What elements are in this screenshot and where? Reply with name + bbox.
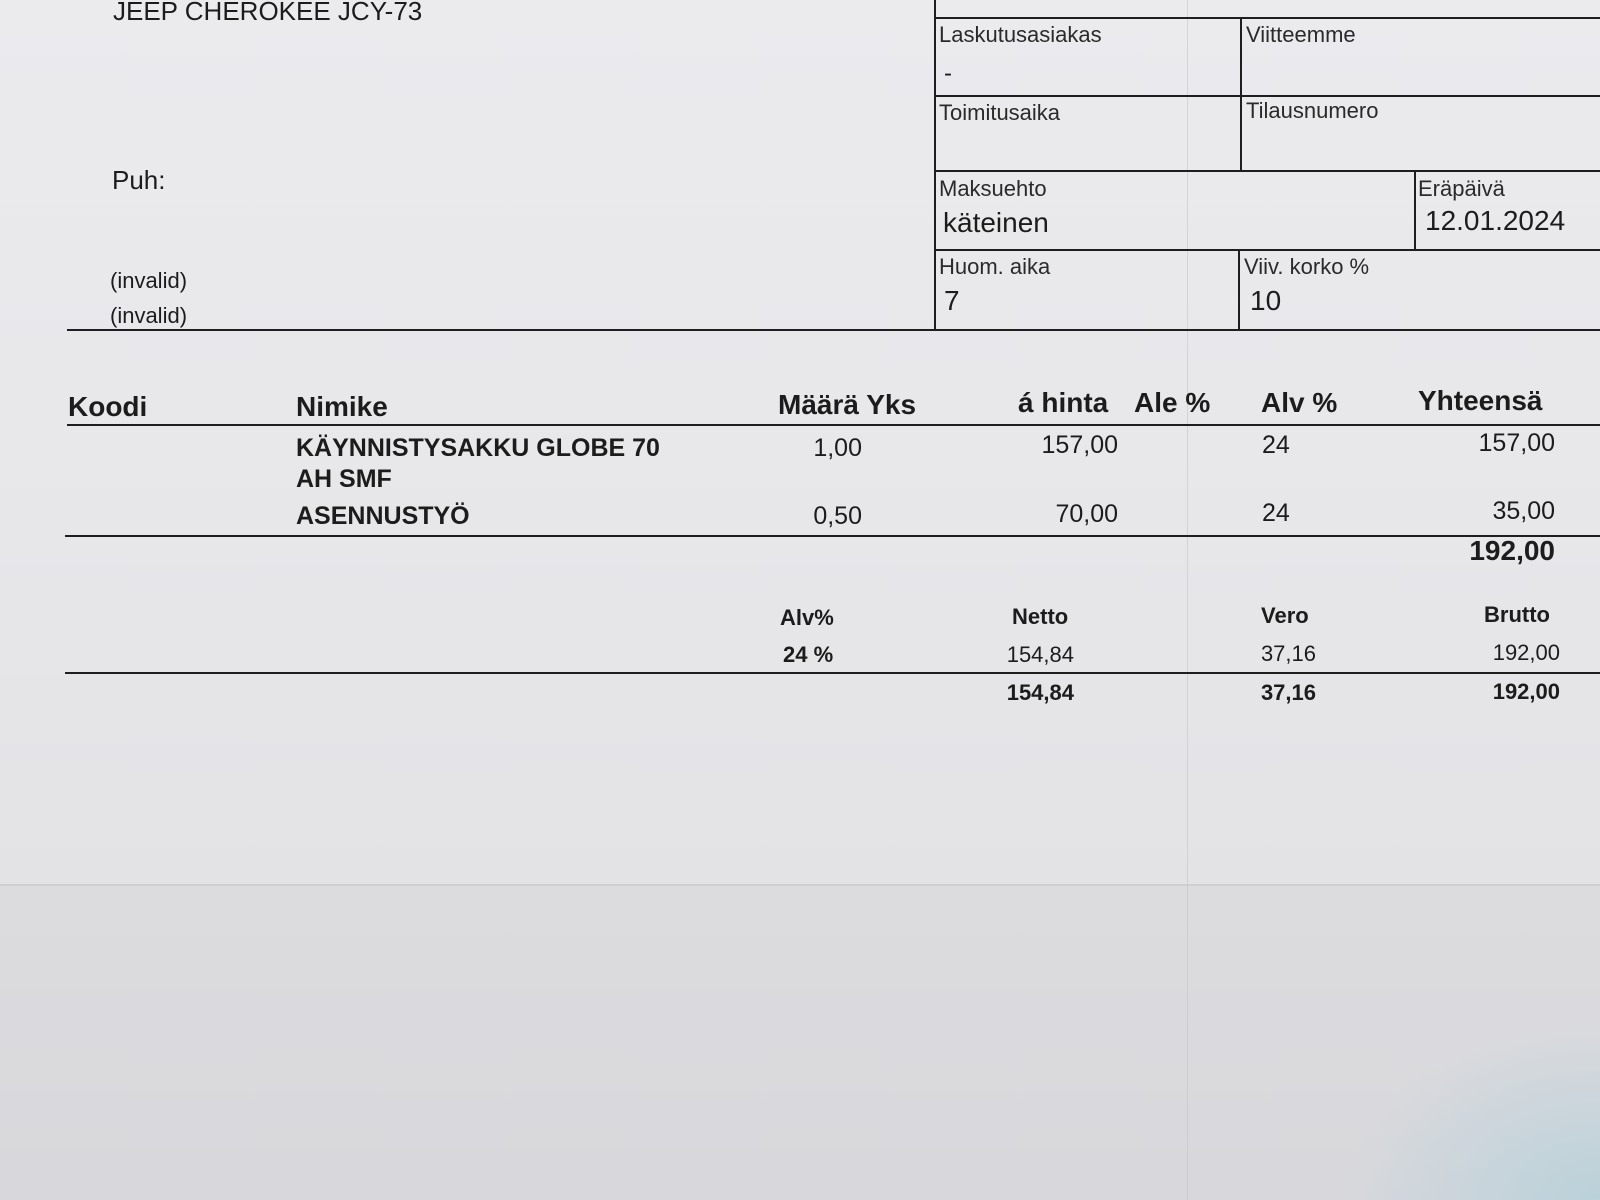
due-date-label: Eräpäivä bbox=[1418, 176, 1505, 201]
penalty-interest-label: Viiv. korko % bbox=[1244, 254, 1370, 279]
col-header-unit-price: á hinta bbox=[1018, 387, 1109, 418]
col-header-code: Koodi bbox=[68, 391, 148, 422]
our-reference-label: Viitteemme bbox=[1246, 22, 1356, 47]
billing-customer-value: - bbox=[944, 60, 952, 87]
row-total: 157,00 bbox=[1478, 429, 1555, 457]
tax-row-vat-pct: 24 % bbox=[783, 642, 834, 667]
vehicle-title: JEEP CHEROKEE JCY-73 bbox=[113, 0, 423, 26]
fold-crease-horizontal bbox=[0, 884, 1600, 886]
due-date-value: 12.01.2024 bbox=[1425, 205, 1566, 236]
table-header-rule bbox=[67, 424, 1600, 426]
col-header-vat: Alv % bbox=[1261, 387, 1338, 418]
info-box-row-divider-2 bbox=[934, 95, 1600, 97]
info-box-row-divider-3 bbox=[934, 170, 1600, 172]
info-box-col-divider-c bbox=[1238, 249, 1240, 330]
header-bottom-rule bbox=[67, 329, 1600, 331]
tax-row-net: 154,84 bbox=[1006, 642, 1074, 667]
info-box-row-divider-4 bbox=[934, 249, 1600, 251]
fold-crease-vertical bbox=[1187, 0, 1188, 1200]
row-item-name-cont: AH SMF bbox=[296, 465, 392, 493]
notice-time-label: Huom. aika bbox=[939, 254, 1051, 279]
payment-terms-value: käteinen bbox=[943, 207, 1049, 238]
row-qty: 0,50 bbox=[813, 502, 862, 530]
col-header-total: Yhteensä bbox=[1418, 385, 1543, 416]
billing-customer-label: Laskutusasiakas bbox=[939, 22, 1102, 47]
info-box-left-border bbox=[934, 0, 936, 330]
order-number-label: Tilausnumero bbox=[1246, 98, 1379, 123]
tax-total-gross: 192,00 bbox=[1492, 679, 1560, 704]
tax-total-tax: 37,16 bbox=[1260, 680, 1316, 705]
row-item-name: KÄYNNISTYSAKKU GLOBE 70 bbox=[296, 434, 660, 462]
tax-row-gross: 192,00 bbox=[1492, 640, 1560, 665]
background-surface bbox=[1340, 1020, 1600, 1200]
info-box-row-divider-1 bbox=[934, 17, 1600, 19]
col-header-qty-unit: Määrä Yks bbox=[778, 389, 917, 420]
tax-row-tax: 37,16 bbox=[1260, 641, 1316, 666]
row-unit-price: 157,00 bbox=[1041, 431, 1118, 459]
customer-line-1: (invalid) bbox=[110, 268, 188, 293]
payment-terms-label: Maksuehto bbox=[939, 176, 1047, 201]
col-header-discount: Ale % bbox=[1134, 387, 1211, 418]
grand-total: 192,00 bbox=[1469, 535, 1555, 566]
row-unit-price: 70,00 bbox=[1055, 500, 1118, 528]
info-box-col-divider-b bbox=[1414, 170, 1416, 251]
tax-summary-rule bbox=[65, 672, 1600, 674]
penalty-interest-value: 10 bbox=[1250, 285, 1282, 316]
row-vat: 24 bbox=[1262, 499, 1290, 527]
notice-time-value: 7 bbox=[944, 285, 960, 316]
phone-label: Puh: bbox=[112, 165, 166, 195]
tax-header-gross: Brutto bbox=[1484, 602, 1550, 627]
row-total: 35,00 bbox=[1492, 497, 1555, 525]
row-item-name: ASENNUSTYÖ bbox=[296, 502, 470, 530]
info-box-col-divider-a bbox=[1240, 17, 1242, 172]
tax-header-vat-pct: Alv% bbox=[780, 605, 834, 630]
row-vat: 24 bbox=[1262, 431, 1290, 459]
tax-header-tax: Vero bbox=[1261, 603, 1309, 628]
tax-header-net: Netto bbox=[1012, 604, 1069, 629]
tax-total-net: 154,84 bbox=[1006, 680, 1074, 705]
table-bottom-rule bbox=[65, 535, 1600, 537]
col-header-name: Nimike bbox=[296, 391, 388, 422]
delivery-time-label: Toimitusaika bbox=[939, 100, 1061, 125]
customer-line-2: (invalid) bbox=[110, 303, 188, 328]
row-qty: 1,00 bbox=[813, 434, 862, 462]
